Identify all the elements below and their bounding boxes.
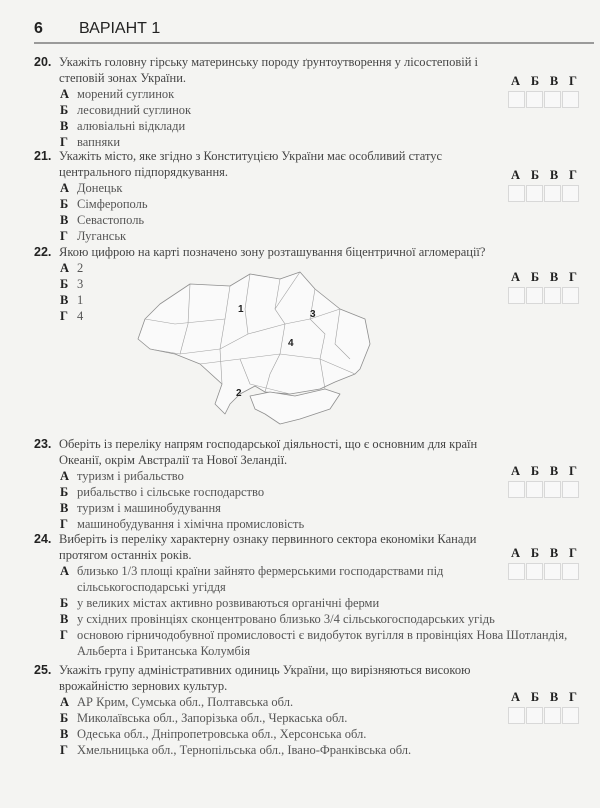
option-g: Г основою гірничодобувної промисловості є видобуток вугілля в провінціях Нова Шотландія, Альберта і Британська Колумбія — [60, 628, 568, 658]
option-g: Г Луганськ — [60, 229, 127, 243]
question-25 — [34, 662, 494, 758]
answer-box-b[interactable] — [526, 707, 543, 724]
question-23 — [34, 436, 494, 532]
option-v: В Севастополь — [60, 213, 145, 227]
question-text: Укажіть головну гірську материнську породу ґрунтоутворення у лісостеповій і степовій зонах України. — [59, 55, 479, 85]
page-number: 6 — [34, 20, 43, 37]
map-label-2: 2 — [236, 388, 242, 399]
question-number: 21. — [34, 149, 52, 163]
answer-box-b[interactable] — [526, 481, 543, 498]
answer-box-g[interactable] — [562, 91, 579, 108]
answer-box-a[interactable] — [508, 563, 525, 580]
answer-box-v[interactable] — [544, 185, 561, 202]
map-label-3: 3 — [310, 309, 316, 320]
answer-box-a[interactable] — [508, 481, 525, 498]
page-header — [34, 20, 594, 40]
answer-box-v[interactable] — [544, 707, 561, 724]
answer-box-g[interactable] — [562, 481, 579, 498]
answer-box-a[interactable] — [508, 707, 525, 724]
variant-title: ВАРІАНТ 1 — [79, 20, 161, 37]
question-24 — [34, 531, 574, 659]
option-a: А 2 — [60, 261, 84, 275]
option-g: Г вапняки — [60, 135, 121, 149]
header-divider — [34, 42, 594, 44]
answer-box-a[interactable] — [508, 287, 525, 304]
question-text: Укажіть групу адміністративних одиниць України, що вирізняються високою врожайністю зернових культур. — [59, 663, 471, 693]
option-v: В Одеська обл., Дніпропетровська обл., Херсонська обл. — [60, 727, 367, 741]
answer-grid-20: А Б В Г — [508, 74, 580, 108]
answer-box-g[interactable] — [562, 563, 579, 580]
option-b: Б Миколаївська обл., Запорізька обл., Черкаська обл. — [60, 711, 348, 725]
question-text: Укажіть місто, яке згідно з Конституцією України має особливий статус центрального підпорядкування. — [59, 149, 443, 179]
option-b: Б у великих містах активно розвиваються органічні ферми — [60, 596, 380, 610]
answer-grid-23: А Б В Г — [508, 464, 580, 498]
option-a: А Донецьк — [60, 181, 123, 195]
map-label-1: 1 — [238, 304, 244, 315]
answer-box-b[interactable] — [526, 91, 543, 108]
option-a: А морений суглинок — [60, 87, 175, 101]
answer-box-a[interactable] — [508, 185, 525, 202]
answer-box-v[interactable] — [544, 481, 561, 498]
option-b: Б лесовидний суглинок — [60, 103, 192, 117]
option-b: Б рибальство і сільське господарство — [60, 485, 265, 499]
answer-box-b[interactable] — [526, 563, 543, 580]
option-g: Г 4 — [60, 309, 84, 323]
option-v: В алювіальні відклади — [60, 119, 186, 133]
answer-grid-22: А Б В Г — [508, 270, 580, 304]
option-g: Г Хмельницька обл., Тернопільська обл., Івано-Франківська обл. — [60, 743, 412, 757]
answer-box-g[interactable] — [562, 185, 579, 202]
answer-box-v[interactable] — [544, 563, 561, 580]
option-v: В у східних провінціях сконцентровано близько 3/4 сільськогосподарських угідь — [60, 612, 495, 626]
option-b: Б Сімферополь — [60, 197, 148, 211]
answer-grid-24: А Б В Г — [508, 546, 580, 580]
option-a: А АР Крим, Сумська обл., Полтавська обл. — [60, 695, 294, 709]
question-number: 23. — [34, 437, 52, 451]
question-number: 24. — [34, 532, 52, 546]
answer-box-b[interactable] — [526, 287, 543, 304]
question-21 — [34, 148, 494, 244]
question-text: Оберіть із переліку напрям господарської діяльності, що є основним для країн Океанії, окрім Австралії та Нової Зеландії. — [59, 437, 478, 467]
option-a: А туризм і рибальство — [60, 469, 184, 483]
option-a: А близько 1/3 площі країни зайнято фермерськими господарствами під сільськогосподарські угіддя — [60, 564, 444, 594]
question-number: 25. — [34, 663, 52, 677]
answer-box-v[interactable] — [544, 287, 561, 304]
answer-box-g[interactable] — [562, 287, 579, 304]
question-text: Виберіть із переліку характерну ознаку первинного сектора економіки Канади протягом останніх років. — [59, 532, 477, 562]
option-b: Б 3 — [60, 277, 84, 291]
map-label-4: 4 — [288, 338, 294, 349]
question-20 — [34, 54, 494, 150]
option-v: В туризм і машинобудування — [60, 501, 221, 515]
option-g: Г машинобудування і хімічна промисловість — [60, 517, 305, 531]
answer-grid-25: А Б В Г — [508, 690, 580, 724]
answer-box-a[interactable] — [508, 91, 525, 108]
answer-box-v[interactable] — [544, 91, 561, 108]
ukraine-map — [130, 264, 380, 430]
answer-box-g[interactable] — [562, 707, 579, 724]
question-text: Якою цифрою на карті позначено зону розташування біцентричної агломерації? — [59, 245, 486, 259]
answer-box-b[interactable] — [526, 185, 543, 202]
question-number: 20. — [34, 55, 52, 69]
answer-grid-21: А Б В Г — [508, 168, 580, 202]
question-number: 22. — [34, 245, 52, 259]
option-v: В 1 — [60, 293, 84, 307]
